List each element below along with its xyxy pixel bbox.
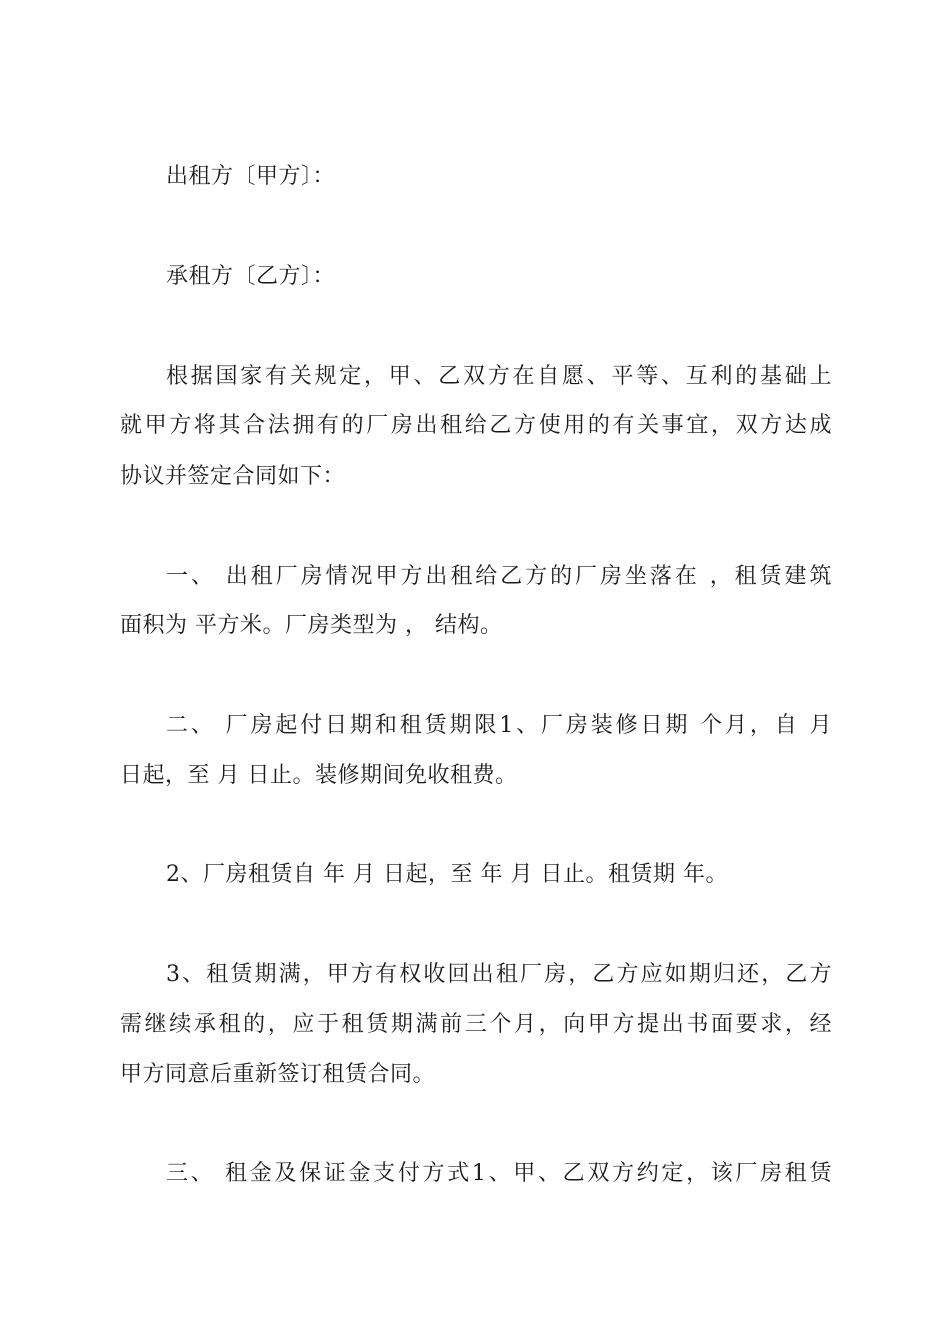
section1-line-2: 面积为 平方米。厂房类型为 ， 结构。 [120,613,503,638]
section1-line-1: 一、 出租厂房情况甲方出租给乙方的厂房坐落在 ，租赁建筑 [166,564,832,589]
preamble-line-1: 根据国家有关规定，甲、乙双方在自愿、平等、互利的基础上 [166,364,832,389]
section3-line-1: 三、 租金及保证金支付方式1、甲、乙双方约定，该厂房租赁 [166,1161,832,1186]
section2-line-2: 日起，至 月 日止。装修期间免收租费。 [120,763,518,788]
preamble-line-3: 协议并签定合同如下： [120,464,346,489]
section2-line-1: 二、 厂房起付日期和租赁期限1、厂房装修日期 个月，自 月 [166,713,832,738]
item3-line-3: 甲方同意后重新签订租赁合同。 [120,1062,436,1087]
lessee-label: 承租方〔乙方〕： [166,264,336,289]
preamble-line-2: 就甲方将其合法拥有的厂房出租给乙方使用的有关事宜，双方达成 [120,413,832,438]
item2-line: 2、厂房租赁自 年 月 日起，至 年 月 日止。租赁期 年。 [166,862,728,887]
lessor-label: 出租方〔甲方〕： [166,164,336,189]
item3-line-1: 3、租赁期满，甲方有权收回出租厂房，乙方应如期归还，乙方 [166,962,832,987]
item3-line-2: 需继续承租的，应于租赁期满前三个月，向甲方提出书面要求，经 [120,1012,832,1037]
